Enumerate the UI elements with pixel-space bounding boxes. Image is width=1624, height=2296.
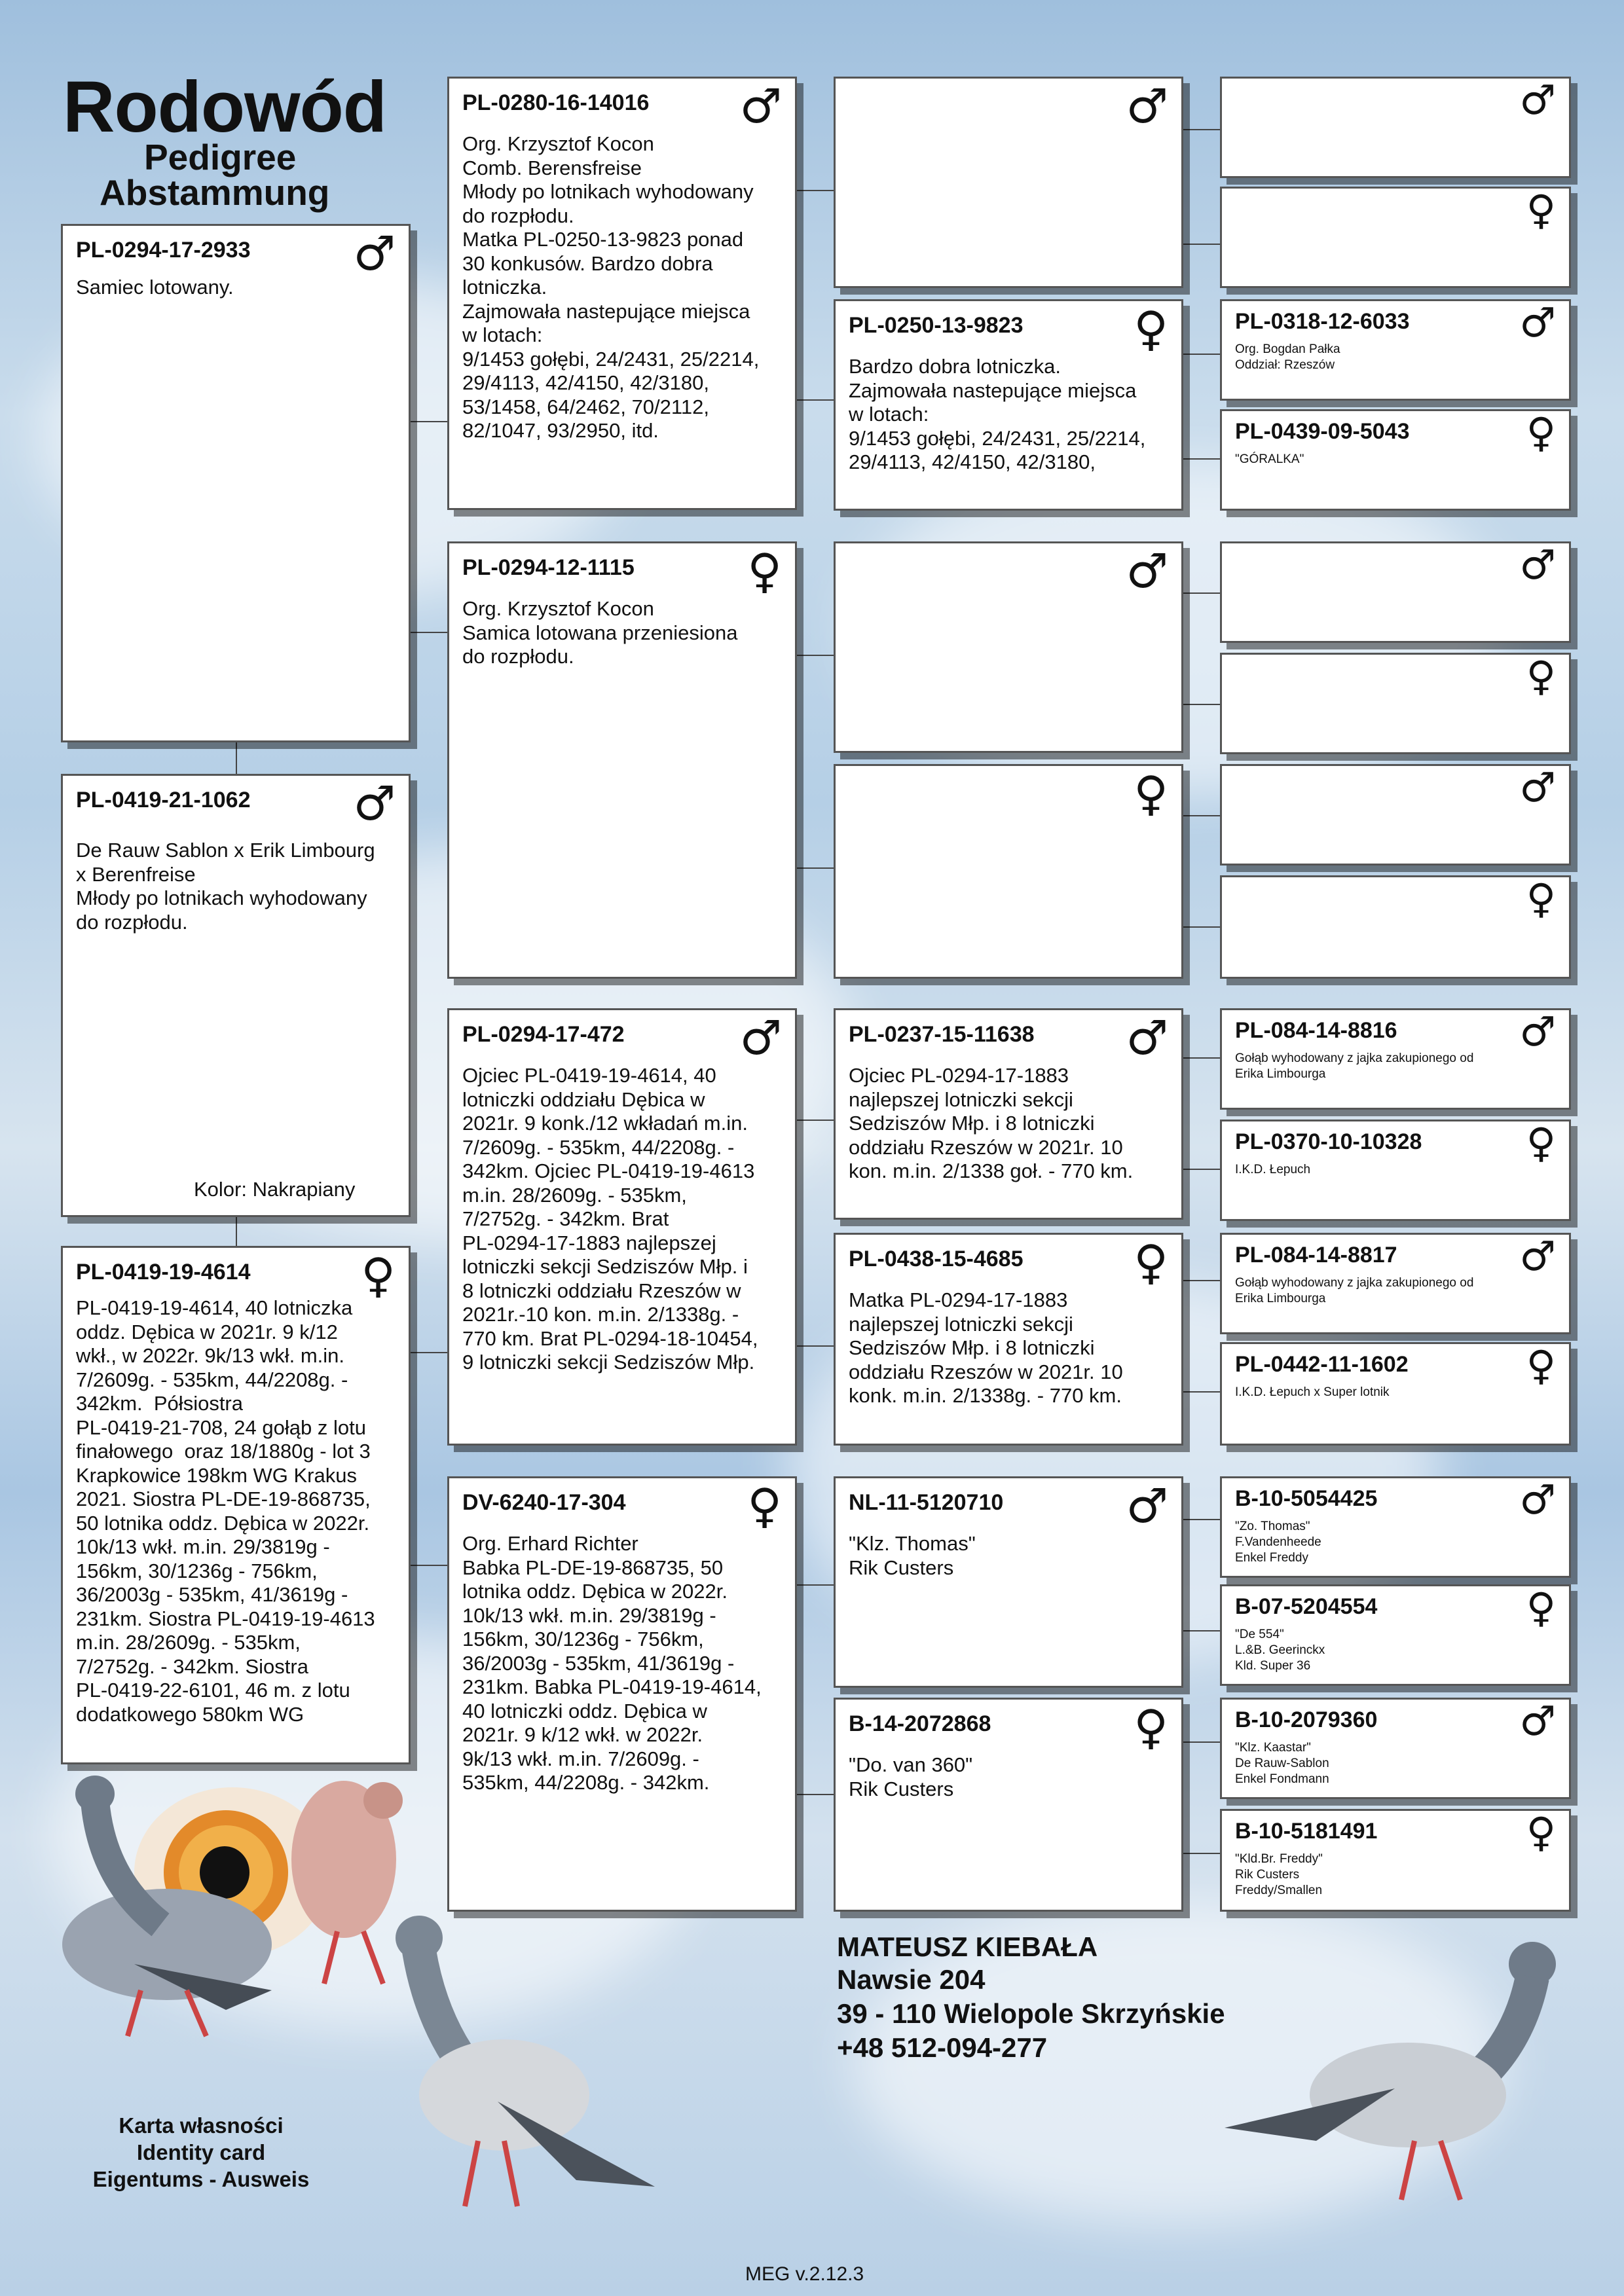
male-icon: ♂ xyxy=(1126,1010,1168,1065)
female-icon: ♀ xyxy=(1526,1809,1556,1856)
ring-number: B-10-5181491 xyxy=(1235,1819,1378,1844)
identity-card-line1: Karta własności xyxy=(119,2113,284,2138)
female-icon: ♀ xyxy=(747,543,782,598)
identity-card-line2: Identity card xyxy=(136,2140,266,2164)
bird-notes: "Klz. Thomas" Rik Custers xyxy=(849,1532,976,1579)
ring-number: B-14-2072868 xyxy=(849,1711,991,1736)
connector-line xyxy=(409,1565,449,1566)
ring-number: PL-0439-09-5043 xyxy=(1235,419,1410,444)
male-icon: ♂ xyxy=(739,1010,782,1065)
male-icon: ♂ xyxy=(1126,79,1168,134)
connector-line xyxy=(236,1216,237,1247)
pedigree-box-gen4-13 xyxy=(1220,1476,1571,1578)
female-icon: ♀ xyxy=(1526,875,1556,922)
ring-number: PL-0438-15-4685 xyxy=(849,1247,1024,1271)
female-icon: ♀ xyxy=(1134,301,1168,356)
pedigree-box-gen4-16 xyxy=(1220,1809,1571,1912)
pedigree-box-gen2-3 xyxy=(447,1008,797,1446)
pedigree-box-gen2-2 xyxy=(447,541,797,979)
title-pedigree: Pedigree xyxy=(144,137,297,177)
bird-notes: Ojciec PL-0294-17-1883 najlepszej lotniczki sekcji Sedziszów Młp. i 8 lotniczki oddziału Rzeszów w 2021r. 10 kon. m.in. 2/1338 goł. - 770 km. xyxy=(849,1064,1134,1182)
version-footer: MEG v.2.12.3 xyxy=(745,2263,864,2285)
title-abstammung: Abstammung xyxy=(100,172,330,213)
connector-line xyxy=(1181,704,1221,705)
identity-card-line3: Eigentums - Ausweis xyxy=(92,2167,310,2191)
ring-number: B-07-5204554 xyxy=(1235,1594,1378,1619)
pigeons-eye-illustration xyxy=(56,1774,422,2088)
connector-line xyxy=(796,1794,835,1795)
pigeon-illustration xyxy=(380,1905,668,2232)
male-icon: ♂ xyxy=(353,776,396,831)
male-icon: ♂ xyxy=(1519,764,1556,811)
bird-notes: "De 554" L.&B. Geerinckx Kld. Super 36 xyxy=(1235,1628,1325,1673)
title-rodowod: Rodowód xyxy=(63,67,386,147)
male-icon: ♂ xyxy=(1519,77,1556,124)
male-icon: ♂ xyxy=(1126,1478,1168,1533)
female-icon: ♀ xyxy=(1526,1584,1556,1631)
bird-notes: "Kld.Br. Freddy" Rik Custers Freddy/Smallen xyxy=(1235,1852,1323,1897)
connector-line xyxy=(1181,1741,1221,1743)
ring-number: PL-0419-21-1062 xyxy=(76,788,251,812)
pedigree-box-gen4-15 xyxy=(1220,1698,1571,1799)
pedigree-box-gen3-5 xyxy=(834,1008,1183,1220)
bird-notes: Org. Krzysztof Kocon Comb. Berensfreise Młody po lotnikach wyhodowany do rozpłodu. Matka PL-0250-13-9823 ponad 30 konkusów. Bardzo dobra lotniczka. Zajmowała nastepujące miejsca w lotach: 9/1453 gołębi, 24/2431, 25/2214, 29/4113, 42/4150, 42/3180, 53/1458, 64/2462, 70/2112, 82/1047, 93/2950, itd. xyxy=(462,132,760,442)
pedigree-box-dam xyxy=(61,1246,411,1764)
pedigree-box-gen4-5 xyxy=(1220,541,1571,643)
connector-line xyxy=(1181,1519,1221,1520)
pedigree-box-gen3-4 xyxy=(834,764,1183,979)
bird-notes: "Klz. Kaastar" De Rauw-Sablon Enkel Fondmann xyxy=(1235,1741,1329,1786)
female-icon: ♀ xyxy=(1134,766,1168,821)
pedigree-box-gen3-6 xyxy=(834,1233,1183,1446)
bird-notes: Org. Bogdan Pałka Oddział: Rzeszów xyxy=(1235,342,1340,372)
connector-line xyxy=(1181,1169,1221,1170)
pedigree-box-gen4-12 xyxy=(1220,1342,1571,1446)
bird-notes: "Do. van 360" Rik Custers xyxy=(849,1753,973,1800)
connector-line xyxy=(409,421,449,422)
pedigree-box-gen3-7 xyxy=(834,1476,1183,1688)
ring-number: PL-0294-17-472 xyxy=(462,1022,625,1047)
ring-number: PL-084-14-8816 xyxy=(1235,1018,1397,1043)
ring-number: PL-0250-13-9823 xyxy=(849,313,1024,338)
connector-line xyxy=(796,399,835,401)
bird-notes: De Rauw Sablon x Erik Limbourg x Berenfreise Młody po lotnikach wyhodowany do rozpłodu. xyxy=(76,839,375,934)
pedigree-box-gen3-1 xyxy=(834,77,1183,288)
ring-number: PL-0370-10-10328 xyxy=(1235,1129,1422,1154)
female-icon: ♀ xyxy=(1134,1700,1168,1755)
ring-number: B-10-5054425 xyxy=(1235,1486,1378,1511)
connector-line xyxy=(796,867,835,869)
pedigree-box-gen3-8 xyxy=(834,1698,1183,1912)
bird-notes: Gołąb wyhodowany z jajka zakupionego od Erika Limbourga xyxy=(1235,1276,1474,1305)
pedigree-box-gen4-11 xyxy=(1220,1233,1571,1334)
pedigree-box-gen4-6 xyxy=(1220,653,1571,754)
female-icon: ♀ xyxy=(747,1478,782,1533)
ring-number: PL-0280-16-14016 xyxy=(462,90,650,115)
connector-line xyxy=(409,1352,449,1353)
ring-number: PL-084-14-8817 xyxy=(1235,1243,1397,1267)
ring-number: PL-0419-19-4614 xyxy=(76,1260,251,1285)
male-icon: ♂ xyxy=(1519,1476,1556,1523)
bird-notes: Bardzo dobra lotniczka. Zajmowała nastepujące miejsca w lotach: 9/1453 gołębi, 24/2431, 25/2214, 29/4113, 42/4150, 42/3180, xyxy=(849,355,1146,473)
male-icon: ♂ xyxy=(1519,1008,1556,1055)
bird-notes: PL-0419-19-4614, 40 lotniczka oddz. Dębica w 2021r. 9 k/12 wkł., w 2022r. 9k/13 wkł. m.in. 7/2609g. - 535km, 44/2208g. - 342km. Półsiostra PL-0419-21-708, 24 gołąb z lotu finałowego oraz 18/1880g - lot 3 Krapkowice 198km WG Krakus 2021. Siostra PL-DE-19-868735, 50 lotnika oddz. Dębica w 2022r. 10k/13 wkł. m.in. 29/3819g - 156km, 30/1236g - 756km, 36/2003g - 535km, 41/3619g - 231km. Siostra PL-0419-19-4613 m.in. 28/2609g. - 535km, 7/2752g. - 342km. Siostra PL-0419-22-6101, 46 m. z lotu dodatkowego 580km WG xyxy=(76,1296,375,1726)
female-icon: ♀ xyxy=(1526,1120,1556,1167)
pedigree-box-gen4-4 xyxy=(1220,409,1571,511)
male-icon: ♂ xyxy=(1519,299,1556,346)
connector-line xyxy=(1181,926,1221,928)
female-icon: ♀ xyxy=(361,1248,396,1303)
owner-street: Nawsie 204 xyxy=(837,1964,986,1995)
pedigree-box-main-bird xyxy=(61,224,411,742)
connector-line xyxy=(409,632,449,633)
connector-line xyxy=(796,190,835,191)
owner-city: 39 - 110 Wielopole Skrzyńskie xyxy=(837,1998,1225,2029)
male-icon: ♂ xyxy=(1519,1233,1556,1280)
bird-notes: Ojciec PL-0419-19-4614, 40 lotniczki oddziału Dębica w 2021r. 9 konk./12 wkładań m.in. 7/2609g. - 535km, 44/2208g. - 342km. Ojciec PL-0419-19-4613 m.in. 28/2609g. - 535km, 7/2752g. - 342km. Brat PL-0294-17-1883 najlepszej lotniczki sekcji Sedziszów Młp. i 8 lotniczki oddziału Rzeszów w 2021r.-10 kon. m.in. 2/1338g. - 770 km. Brat PL-0294-18-10454, 9 lotniczki sekcji Sedziszów Młp. xyxy=(462,1064,758,1374)
pedigree-box-gen2-1 xyxy=(447,77,797,510)
ring-number: PL-0237-15-11638 xyxy=(849,1022,1035,1047)
connector-line xyxy=(236,741,237,775)
pedigree-box-gen4-8 xyxy=(1220,875,1571,979)
bird-notes: I.K.D. Łepuch xyxy=(1235,1163,1311,1176)
ring-number: PL-0294-17-2933 xyxy=(76,238,251,263)
pedigree-box-gen4-14 xyxy=(1220,1584,1571,1686)
pedigree-box-gen3-3 xyxy=(834,541,1183,753)
owner-name: MATEUSZ KIEBAŁA xyxy=(837,1931,1098,1962)
connector-line xyxy=(796,1584,835,1586)
ring-number: PL-0318-12-6033 xyxy=(1235,309,1410,334)
connector-line xyxy=(1181,592,1221,594)
bird-notes: "GÓRALKA" xyxy=(1235,452,1304,466)
pedigree-box-gen4-1 xyxy=(1220,77,1571,178)
pedigree-box-gen4-10 xyxy=(1220,1120,1571,1221)
connector-line xyxy=(1181,1391,1221,1393)
pedigree-box-sire xyxy=(61,774,411,1217)
pigeon-illustration xyxy=(1211,1931,1578,2213)
bird-notes: Org. Erhard Richter Babka PL-DE-19-868735, 50 lotnika oddz. Dębica w 2022r. 10k/13 wkł. m.in. 29/3819g - 156km, 30/1236g - 756km, 36/2003g - 535km, 41/3619g - 231km. Babka PL-0419-19-4614, 40 lotniczki oddz. Dębica w 2021r. 9 k/12 wkł. w 2022r. 9k/13 wkł. m.in. 7/2609g. - 535km, 44/2208g. - 342km. xyxy=(462,1532,762,1794)
ring-number: PL-0442-11-1602 xyxy=(1235,1352,1409,1377)
bird-notes: Samiec lotowany. xyxy=(76,276,234,299)
ring-number: NL-11-5120710 xyxy=(849,1490,1004,1515)
owner-phone: +48 512-094-277 xyxy=(837,2032,1048,2063)
connector-line xyxy=(1181,129,1221,130)
male-icon: ♂ xyxy=(1519,541,1556,589)
connector-line xyxy=(1181,1853,1221,1854)
connector-line xyxy=(1181,1057,1221,1059)
female-icon: ♀ xyxy=(1526,187,1556,234)
bird-color: Kolor: Nakrapiany xyxy=(194,1178,356,1201)
female-icon: ♀ xyxy=(1526,1342,1556,1389)
pedigree-box-gen3-2 xyxy=(834,299,1183,511)
connector-line xyxy=(1181,354,1221,355)
pedigree-box-gen4-7 xyxy=(1220,764,1571,866)
female-icon: ♀ xyxy=(1134,1235,1168,1290)
bird-notes: Matka PL-0294-17-1883 najlepszej lotniczki sekcji Sedziszów Młp. i 8 lotniczki oddziału Rzeszów w 2021r. 10 konk. m.in. 2/1338g. - 770 km. xyxy=(849,1288,1123,1407)
ring-number: B-10-2079360 xyxy=(1235,1707,1378,1732)
pedigree-box-gen4-9 xyxy=(1220,1008,1571,1110)
bird-notes: I.K.D. Łepuch x Super lotnik xyxy=(1235,1385,1390,1399)
pedigree-box-gen2-4 xyxy=(447,1476,797,1912)
male-icon: ♂ xyxy=(1519,1698,1556,1745)
pedigree-box-gen4-2 xyxy=(1220,187,1571,288)
pedigree-box-gen4-3 xyxy=(1220,299,1571,401)
bird-notes: Org. Krzysztof Kocon Samica lotowana przeniesiona do rozpłodu. xyxy=(462,597,738,668)
connector-line xyxy=(1181,1630,1221,1631)
female-icon: ♀ xyxy=(1526,653,1556,700)
connector-line xyxy=(1181,244,1221,245)
ring-number: DV-6240-17-304 xyxy=(462,1490,626,1515)
connector-line xyxy=(1181,1280,1221,1281)
bird-notes: "Zo. Thomas" F.Vandenheede Enkel Freddy xyxy=(1235,1520,1321,1565)
connector-line xyxy=(796,1120,835,1121)
connector-line xyxy=(1181,458,1221,460)
male-icon: ♂ xyxy=(1126,543,1168,598)
connector-line xyxy=(796,655,835,656)
connector-line xyxy=(1181,815,1221,816)
male-icon: ♂ xyxy=(739,79,782,134)
male-icon: ♂ xyxy=(353,226,396,281)
bird-notes: Gołąb wyhodowany z jajka zakupionego od Erika Limbourga xyxy=(1235,1051,1474,1081)
female-icon: ♀ xyxy=(1526,409,1556,456)
connector-line xyxy=(796,1345,835,1347)
ring-number: PL-0294-12-1115 xyxy=(462,555,635,580)
